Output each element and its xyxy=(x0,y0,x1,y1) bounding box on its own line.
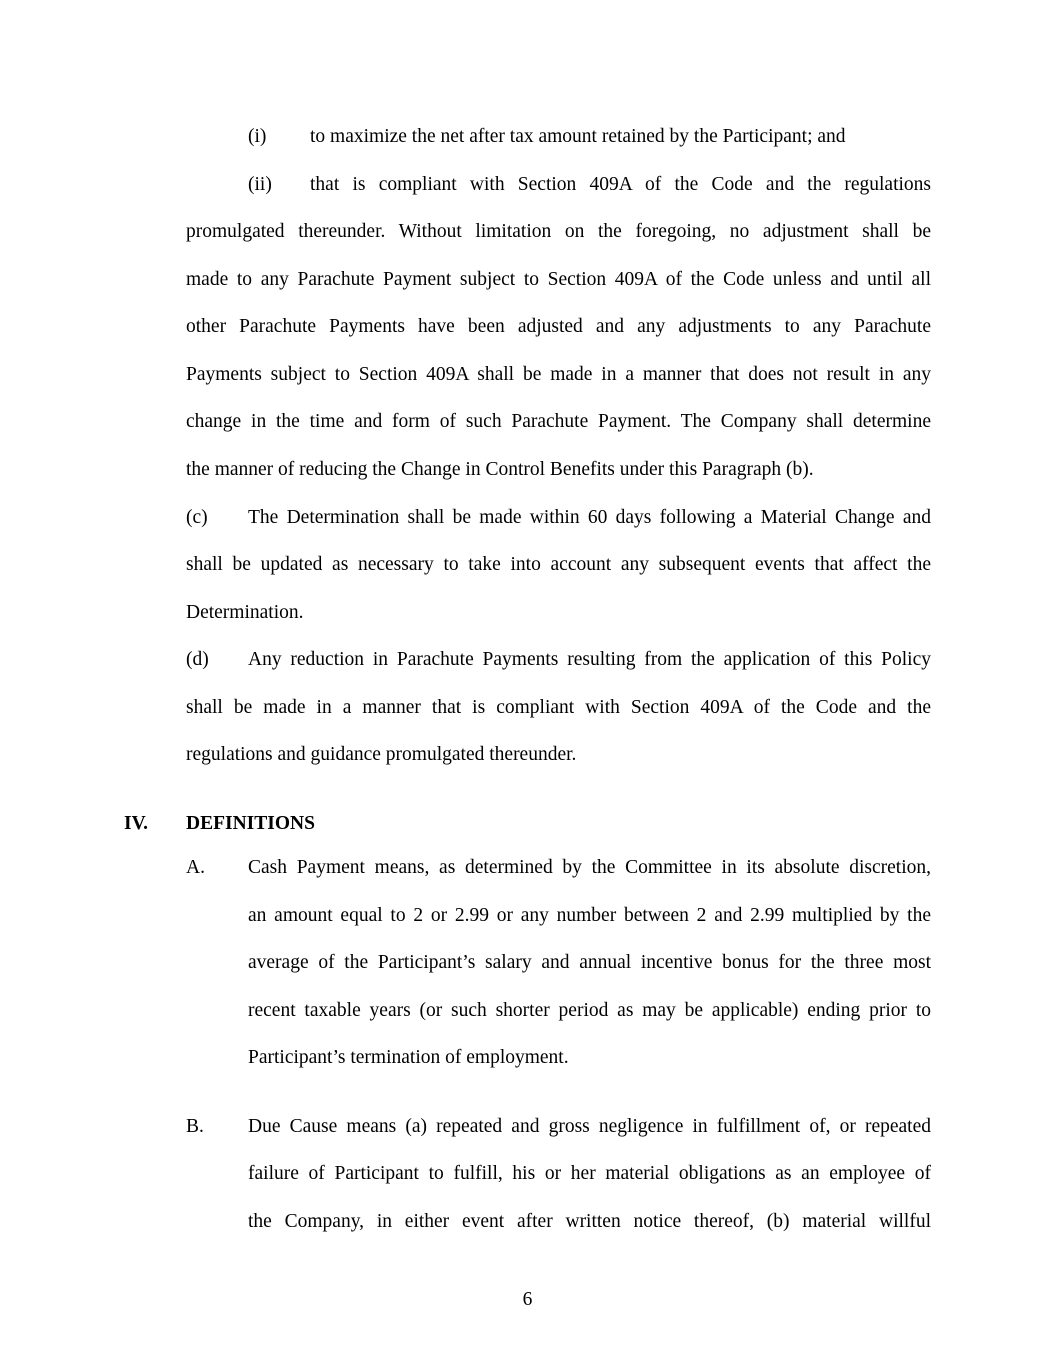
sub-item-ii-line: made to any Parachute Payment subject to Section 409A of the Code unless and until all xyxy=(186,269,931,290)
sub-item-ii-first-line: that is compliant with Section 409A of the Code and the regulations xyxy=(310,174,931,195)
para-c-last-line: Determination. xyxy=(186,602,304,623)
para-d-line: shall be made in a manner that is compliant with Section 409A of the Code and the xyxy=(186,697,931,718)
para-d-first-line: Any reduction in Parachute Payments resulting from the application of this Policy xyxy=(248,649,931,670)
section-number: IV. xyxy=(124,813,149,834)
section-title: DEFINITIONS xyxy=(186,813,315,834)
para-d-last-line: regulations and guidance promulgated thereunder. xyxy=(186,744,577,765)
definition-a-last-line: Participant’s termination of employment. xyxy=(248,1047,569,1068)
sub-item-i-label: (i) xyxy=(248,126,267,147)
sub-item-ii-line: promulgated thereunder. Without limitation on the foregoing, no adjustment shall be xyxy=(186,221,931,242)
definition-a-line: an amount equal to 2 or 2.99 or any number between 2 and 2.99 multiplied by the xyxy=(248,905,931,926)
sub-item-i-text: to maximize the net after tax amount retained by the Participant; and xyxy=(310,126,846,147)
para-d-label: (d) xyxy=(186,649,209,670)
definition-a-label: A. xyxy=(186,857,205,878)
sub-item-ii-label: (ii) xyxy=(248,174,272,195)
definition-a-line: average of the Participant’s salary and annual incentive bonus for the three most xyxy=(248,952,931,973)
definition-b-label: B. xyxy=(186,1116,204,1137)
para-c-label: (c) xyxy=(186,507,208,528)
sub-item-ii-last-line: the manner of reducing the Change in Control Benefits under this Paragraph (b). xyxy=(186,459,814,480)
definition-b-line: the Company, in either event after written notice thereof, (b) material willful xyxy=(248,1211,931,1232)
definition-a-line: Cash Payment means, as determined by the Committee in its absolute discretion, xyxy=(248,857,931,878)
sub-item-ii-line: change in the time and form of such Parachute Payment. The Company shall determine xyxy=(186,411,931,432)
definition-b-line: failure of Participant to fulfill, his or her material obligations as an employee of xyxy=(248,1163,931,1184)
para-c-first-line: The Determination shall be made within 60 days following a Material Change and xyxy=(248,507,931,528)
definition-b-line: Due Cause means (a) repeated and gross negligence in fulfillment of, or repeated xyxy=(248,1116,931,1137)
para-c-line: shall be updated as necessary to take into account any subsequent events that affect the xyxy=(186,554,931,575)
sub-item-ii-line: other Parachute Payments have been adjusted and any adjustments to any Parachute xyxy=(186,316,931,337)
sub-item-ii-line: Payments subject to Section 409A shall be made in a manner that does not result in any xyxy=(186,364,931,385)
definition-a-line: recent taxable years (or such shorter period as may be applicable) ending prior to xyxy=(248,1000,931,1021)
page-number: 6 xyxy=(522,1289,533,1310)
